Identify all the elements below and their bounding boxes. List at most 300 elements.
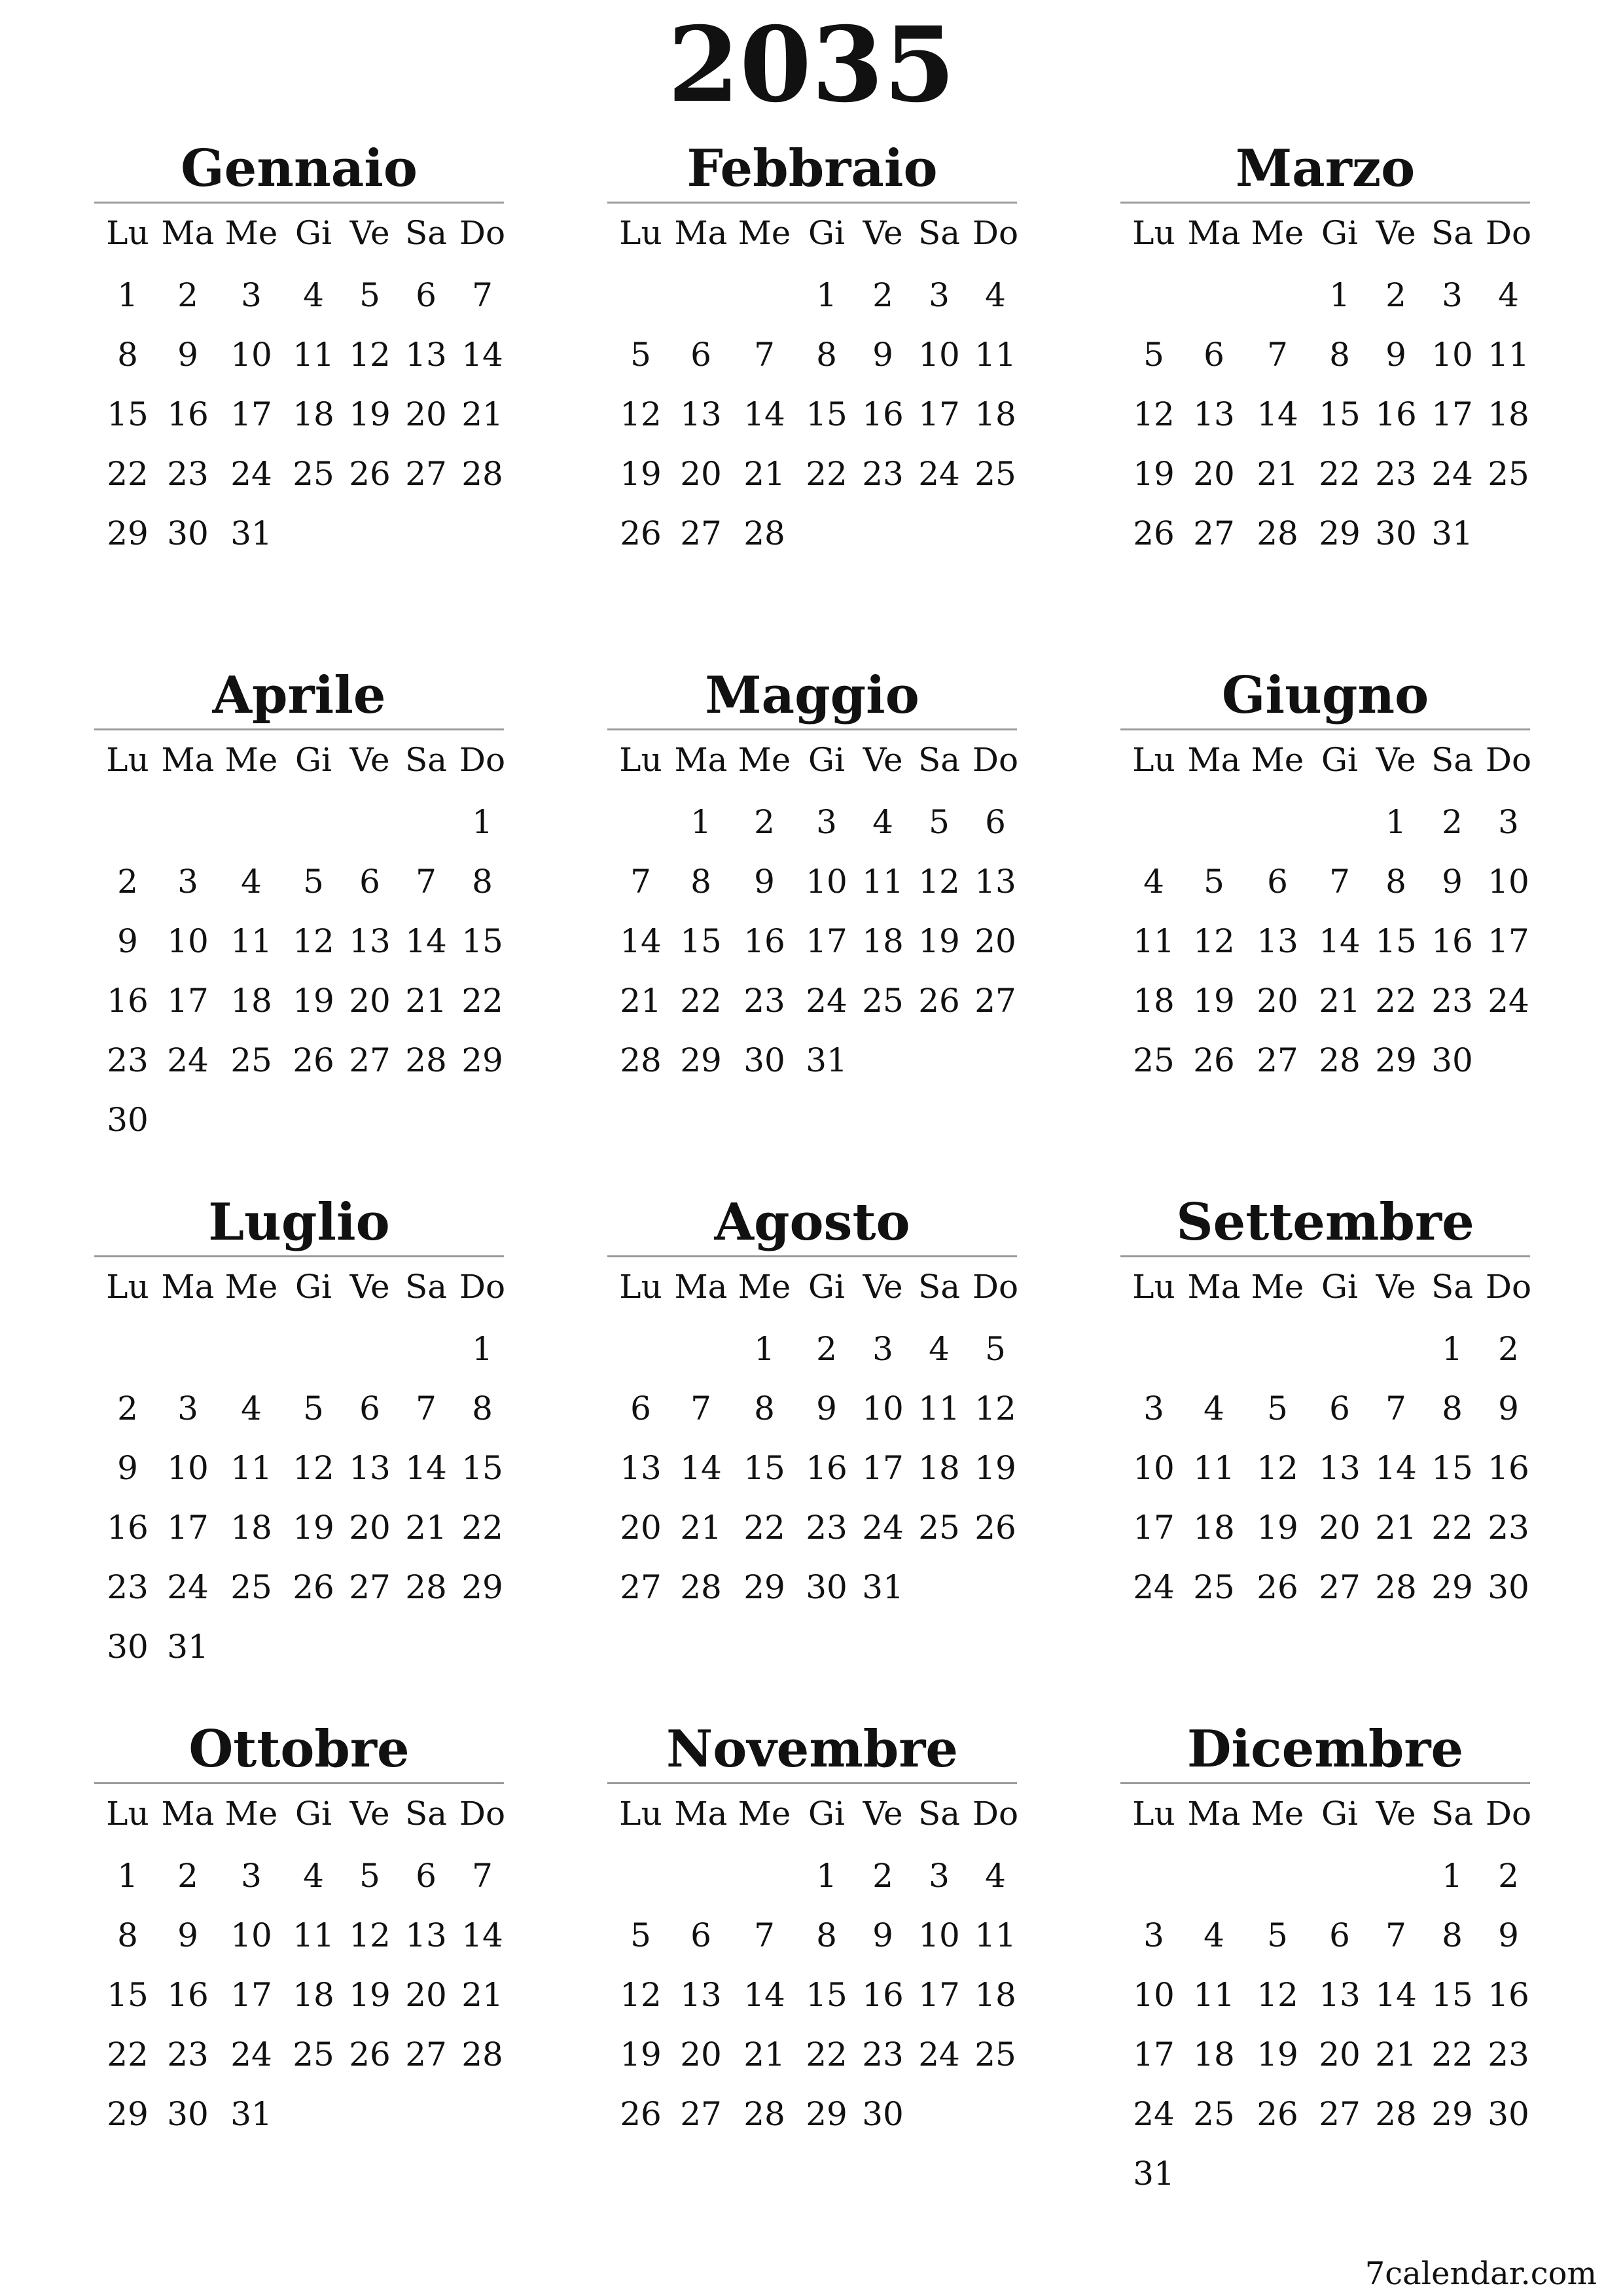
weekday-header: Sa bbox=[918, 1268, 961, 1306]
day-cell: 15 bbox=[743, 1449, 785, 1487]
day-cell: 10 bbox=[1133, 1976, 1175, 2014]
month-dicembre bbox=[1120, 1718, 1530, 2208]
day-cell: 25 bbox=[974, 455, 1016, 493]
weekday-header: Do bbox=[459, 214, 506, 252]
day-cell: 24 bbox=[806, 982, 847, 1020]
day-cell: 9 bbox=[117, 922, 138, 960]
day-cell: 2 bbox=[1385, 276, 1406, 314]
weekday-header: Me bbox=[1251, 1795, 1304, 1833]
day-cell: 12 bbox=[974, 1390, 1016, 1427]
weekday-header: Ve bbox=[863, 1795, 903, 1833]
day-cell: 31 bbox=[230, 514, 272, 552]
day-cell: 11 bbox=[1488, 336, 1529, 374]
day-cell: 20 bbox=[1257, 982, 1298, 1020]
day-cell: 17 bbox=[862, 1449, 904, 1487]
month-marzo bbox=[1120, 137, 1530, 567]
month-novembre bbox=[607, 1718, 1017, 2148]
day-cell: 22 bbox=[461, 1509, 503, 1547]
weekday-header: Ma bbox=[674, 741, 728, 779]
weekday-header: Do bbox=[1485, 1268, 1532, 1306]
day-cell: 18 bbox=[1488, 395, 1529, 433]
day-cell: 28 bbox=[1257, 514, 1298, 552]
day-cell: 1 bbox=[1329, 276, 1350, 314]
day-cell: 24 bbox=[230, 455, 272, 493]
day-cell: 14 bbox=[1319, 922, 1361, 960]
weekday-header: Sa bbox=[918, 214, 961, 252]
weekday-header: Lu bbox=[106, 1795, 149, 1833]
day-cell: 28 bbox=[461, 455, 503, 493]
month-maggio bbox=[607, 664, 1017, 1094]
day-cell: 8 bbox=[472, 1390, 493, 1427]
day-cell: 30 bbox=[107, 1101, 149, 1139]
weekday-header: Lu bbox=[619, 1795, 662, 1833]
day-cell: 13 bbox=[349, 1449, 391, 1487]
day-cell: 12 bbox=[1257, 1976, 1298, 2014]
day-cell: 23 bbox=[743, 982, 785, 1020]
day-cell: 5 bbox=[985, 1330, 1006, 1368]
day-cell: 27 bbox=[680, 514, 722, 552]
day-cell: 27 bbox=[405, 455, 447, 493]
weekday-header: Lu bbox=[106, 741, 149, 779]
day-cell: 10 bbox=[1431, 336, 1473, 374]
day-cell: 3 bbox=[241, 276, 262, 314]
day-cell: 20 bbox=[349, 1509, 391, 1547]
day-cell: 16 bbox=[743, 922, 785, 960]
day-cell: 17 bbox=[230, 1976, 272, 2014]
day-cell: 9 bbox=[177, 336, 198, 374]
day-cell: 2 bbox=[1498, 1330, 1519, 1368]
day-cell: 27 bbox=[620, 1568, 662, 1606]
day-cell: 1 bbox=[1442, 1330, 1463, 1368]
day-cell: 9 bbox=[1498, 1916, 1519, 1954]
weekday-header: Ma bbox=[161, 214, 215, 252]
day-cell: 24 bbox=[167, 1041, 209, 1079]
day-cell: 31 bbox=[806, 1041, 847, 1079]
weekday-header: Me bbox=[224, 741, 278, 779]
day-cell: 26 bbox=[349, 455, 391, 493]
days-grid bbox=[1120, 737, 1530, 1094]
day-cell: 17 bbox=[1488, 922, 1529, 960]
weekday-header: Gi bbox=[295, 1795, 332, 1833]
day-cell: 26 bbox=[1193, 1041, 1235, 1079]
day-cell: 30 bbox=[743, 1041, 785, 1079]
weekday-header: Ma bbox=[161, 1795, 215, 1833]
day-cell: 8 bbox=[816, 336, 837, 374]
day-cell: 8 bbox=[1442, 1390, 1463, 1427]
day-cell: 7 bbox=[472, 1857, 493, 1895]
weekday-header: Lu bbox=[1132, 1268, 1175, 1306]
day-cell: 29 bbox=[1375, 1041, 1417, 1079]
day-cell: 27 bbox=[680, 2095, 722, 2133]
day-cell: 2 bbox=[872, 276, 893, 314]
month-divider bbox=[94, 728, 504, 730]
day-cell: 23 bbox=[862, 2036, 904, 2073]
month-divider bbox=[94, 202, 504, 204]
day-cell: 13 bbox=[349, 922, 391, 960]
day-cell: 2 bbox=[117, 1390, 138, 1427]
weekday-header: Do bbox=[459, 1795, 506, 1833]
day-cell: 30 bbox=[1431, 1041, 1473, 1079]
day-cell: 26 bbox=[1257, 1568, 1298, 1606]
day-cell: 19 bbox=[349, 1976, 391, 2014]
day-cell: 18 bbox=[862, 922, 904, 960]
day-cell: 26 bbox=[293, 1041, 334, 1079]
day-cell: 16 bbox=[167, 395, 209, 433]
day-cell: 14 bbox=[1375, 1976, 1417, 2014]
day-cell: 15 bbox=[1375, 922, 1417, 960]
day-cell: 3 bbox=[929, 276, 950, 314]
day-cell: 24 bbox=[1431, 455, 1473, 493]
days-grid bbox=[1120, 210, 1530, 567]
day-cell: 9 bbox=[177, 1916, 198, 1954]
weekday-header: Do bbox=[972, 1795, 1019, 1833]
day-cell: 28 bbox=[1375, 2095, 1417, 2133]
month-febbraio bbox=[607, 137, 1017, 567]
day-cell: 28 bbox=[1319, 1041, 1361, 1079]
day-cell: 28 bbox=[680, 1568, 722, 1606]
day-cell: 1 bbox=[754, 1330, 775, 1368]
day-cell: 23 bbox=[806, 1509, 847, 1547]
weekday-header: Sa bbox=[404, 741, 448, 779]
day-cell: 6 bbox=[1267, 863, 1288, 901]
month-name: Agosto bbox=[714, 1193, 910, 1252]
day-cell: 16 bbox=[107, 982, 149, 1020]
day-cell: 9 bbox=[117, 1449, 138, 1487]
day-cell: 26 bbox=[1257, 2095, 1298, 2133]
day-cell: 7 bbox=[416, 863, 437, 901]
day-cell: 10 bbox=[918, 336, 960, 374]
day-cell: 6 bbox=[1204, 336, 1224, 374]
day-cell: 18 bbox=[918, 1449, 960, 1487]
day-cell: 19 bbox=[620, 2036, 662, 2073]
day-cell: 25 bbox=[293, 455, 334, 493]
weekday-header: Lu bbox=[619, 741, 662, 779]
day-cell: 6 bbox=[416, 276, 437, 314]
day-cell: 18 bbox=[1133, 982, 1175, 1020]
day-cell: 3 bbox=[241, 1857, 262, 1895]
day-cell: 9 bbox=[754, 863, 775, 901]
day-cell: 10 bbox=[806, 863, 847, 901]
day-cell: 21 bbox=[1257, 455, 1298, 493]
weekday-header: Sa bbox=[918, 1795, 961, 1833]
day-cell: 11 bbox=[230, 922, 272, 960]
days-grid bbox=[607, 1791, 1017, 2148]
month-name: Gennaio bbox=[181, 139, 418, 198]
weekday-header: Me bbox=[1251, 214, 1304, 252]
day-cell: 3 bbox=[1442, 276, 1463, 314]
weekday-header: Me bbox=[224, 1268, 278, 1306]
day-cell: 22 bbox=[1431, 2036, 1473, 2073]
day-cell: 16 bbox=[862, 395, 904, 433]
day-cell: 20 bbox=[1193, 455, 1235, 493]
day-cell: 20 bbox=[1319, 1509, 1361, 1547]
day-cell: 29 bbox=[680, 1041, 722, 1079]
day-cell: 5 bbox=[1204, 863, 1224, 901]
day-cell: 5 bbox=[630, 1916, 651, 1954]
day-cell: 1 bbox=[472, 803, 493, 841]
day-cell: 13 bbox=[1319, 1976, 1361, 2014]
day-cell: 3 bbox=[1143, 1390, 1164, 1427]
day-cell: 2 bbox=[1498, 1857, 1519, 1895]
day-cell: 23 bbox=[1375, 455, 1417, 493]
day-cell: 6 bbox=[630, 1390, 651, 1427]
day-cell: 22 bbox=[1431, 1509, 1473, 1547]
weekday-header: Lu bbox=[1132, 214, 1175, 252]
day-cell: 8 bbox=[1329, 336, 1350, 374]
day-cell: 14 bbox=[743, 1976, 785, 2014]
day-cell: 16 bbox=[107, 1509, 149, 1547]
day-cell: 15 bbox=[1319, 395, 1361, 433]
day-cell: 27 bbox=[349, 1568, 391, 1606]
day-cell: 21 bbox=[1375, 2036, 1417, 2073]
day-cell: 6 bbox=[1329, 1916, 1350, 1954]
weekday-header: Gi bbox=[1321, 214, 1358, 252]
day-cell: 16 bbox=[1431, 922, 1473, 960]
weekday-header: Lu bbox=[1132, 1795, 1175, 1833]
weekday-header: Me bbox=[738, 214, 791, 252]
weekday-header: Do bbox=[459, 741, 506, 779]
weekday-header: Me bbox=[738, 1268, 791, 1306]
day-cell: 18 bbox=[1193, 1509, 1235, 1547]
days-grid bbox=[94, 737, 504, 1154]
day-cell: 26 bbox=[349, 2036, 391, 2073]
day-cell: 8 bbox=[690, 863, 711, 901]
day-cell: 18 bbox=[293, 1976, 334, 2014]
day-cell: 15 bbox=[806, 395, 847, 433]
day-cell: 24 bbox=[1133, 2095, 1175, 2133]
day-cell: 19 bbox=[974, 1449, 1016, 1487]
year-title: 2035 bbox=[668, 5, 955, 126]
day-cell: 10 bbox=[230, 336, 272, 374]
day-cell: 25 bbox=[1193, 1568, 1235, 1606]
day-cell: 27 bbox=[1319, 2095, 1361, 2133]
day-cell: 6 bbox=[690, 1916, 711, 1954]
day-cell: 7 bbox=[1385, 1916, 1406, 1954]
day-cell: 30 bbox=[1375, 514, 1417, 552]
day-cell: 28 bbox=[620, 1041, 662, 1079]
day-cell: 5 bbox=[1267, 1916, 1288, 1954]
day-cell: 25 bbox=[1488, 455, 1529, 493]
weekday-header: Sa bbox=[404, 214, 448, 252]
day-cell: 13 bbox=[1257, 922, 1298, 960]
day-cell: 25 bbox=[230, 1041, 272, 1079]
month-name: Ottobre bbox=[188, 1719, 410, 1779]
day-cell: 6 bbox=[359, 1390, 380, 1427]
day-cell: 23 bbox=[1431, 982, 1473, 1020]
day-cell: 1 bbox=[117, 1857, 138, 1895]
day-cell: 21 bbox=[743, 2036, 785, 2073]
day-cell: 23 bbox=[167, 455, 209, 493]
day-cell: 23 bbox=[1488, 1509, 1529, 1547]
day-cell: 13 bbox=[1319, 1449, 1361, 1487]
day-cell: 31 bbox=[1431, 514, 1473, 552]
day-cell: 8 bbox=[1442, 1916, 1463, 1954]
day-cell: 4 bbox=[929, 1330, 950, 1368]
day-cell: 15 bbox=[461, 922, 503, 960]
day-cell: 21 bbox=[405, 982, 447, 1020]
day-cell: 17 bbox=[167, 1509, 209, 1547]
weekday-header: Ve bbox=[349, 1268, 390, 1306]
day-cell: 10 bbox=[167, 922, 209, 960]
day-cell: 24 bbox=[1488, 982, 1529, 1020]
day-cell: 11 bbox=[1193, 1976, 1235, 2014]
weekday-header: Do bbox=[459, 1268, 506, 1306]
month-divider bbox=[1120, 1255, 1530, 1257]
weekday-header: Ve bbox=[863, 1268, 903, 1306]
days-grid bbox=[607, 210, 1017, 567]
day-cell: 25 bbox=[293, 2036, 334, 2073]
day-cell: 30 bbox=[107, 1628, 149, 1666]
day-cell: 25 bbox=[230, 1568, 272, 1606]
day-cell: 11 bbox=[230, 1449, 272, 1487]
month-divider bbox=[1120, 1782, 1530, 1784]
day-cell: 13 bbox=[1193, 395, 1235, 433]
weekday-header: Sa bbox=[1431, 214, 1474, 252]
day-cell: 25 bbox=[1193, 2095, 1235, 2133]
day-cell: 4 bbox=[1498, 276, 1519, 314]
day-cell: 12 bbox=[349, 1916, 391, 1954]
day-cell: 1 bbox=[816, 1857, 837, 1895]
day-cell: 29 bbox=[1319, 514, 1361, 552]
weekday-header: Ma bbox=[1187, 741, 1241, 779]
day-cell: 12 bbox=[349, 336, 391, 374]
day-cell: 10 bbox=[1133, 1449, 1175, 1487]
day-cell: 15 bbox=[806, 1976, 847, 2014]
weekday-header: Do bbox=[972, 214, 1019, 252]
day-cell: 21 bbox=[743, 455, 785, 493]
month-divider bbox=[607, 1255, 1017, 1257]
day-cell: 31 bbox=[1133, 2155, 1175, 2193]
month-divider bbox=[607, 202, 1017, 204]
day-cell: 29 bbox=[461, 1041, 503, 1079]
day-cell: 31 bbox=[167, 1628, 209, 1666]
day-cell: 27 bbox=[405, 2036, 447, 2073]
day-cell: 28 bbox=[1375, 1568, 1417, 1606]
day-cell: 26 bbox=[620, 2095, 662, 2133]
day-cell: 12 bbox=[1257, 1449, 1298, 1487]
day-cell: 3 bbox=[177, 863, 198, 901]
day-cell: 24 bbox=[167, 1568, 209, 1606]
weekday-header: Gi bbox=[1321, 741, 1358, 779]
day-cell: 14 bbox=[743, 395, 785, 433]
day-cell: 7 bbox=[1329, 863, 1350, 901]
day-cell: 18 bbox=[974, 395, 1016, 433]
weekday-header: Ma bbox=[674, 1795, 728, 1833]
day-cell: 10 bbox=[862, 1390, 904, 1427]
day-cell: 1 bbox=[690, 803, 711, 841]
day-cell: 27 bbox=[974, 982, 1016, 1020]
day-cell: 2 bbox=[872, 1857, 893, 1895]
day-cell: 15 bbox=[461, 1449, 503, 1487]
day-cell: 20 bbox=[405, 1976, 447, 2014]
weekday-header: Gi bbox=[1321, 1795, 1358, 1833]
day-cell: 5 bbox=[630, 336, 651, 374]
day-cell: 14 bbox=[1257, 395, 1298, 433]
weekday-header: Gi bbox=[1321, 1268, 1358, 1306]
day-cell: 8 bbox=[754, 1390, 775, 1427]
day-cell: 20 bbox=[680, 455, 722, 493]
day-cell: 26 bbox=[1133, 514, 1175, 552]
day-cell: 21 bbox=[461, 395, 503, 433]
day-cell: 14 bbox=[405, 1449, 447, 1487]
day-cell: 2 bbox=[177, 1857, 198, 1895]
day-cell: 22 bbox=[461, 982, 503, 1020]
month-divider bbox=[1120, 728, 1530, 730]
month-name: Marzo bbox=[1235, 139, 1416, 198]
day-cell: 19 bbox=[349, 395, 391, 433]
month-agosto bbox=[607, 1191, 1017, 1621]
day-cell: 19 bbox=[293, 982, 334, 1020]
day-cell: 5 bbox=[1267, 1390, 1288, 1427]
weekday-header: Sa bbox=[404, 1268, 448, 1306]
weekday-header: Ve bbox=[349, 214, 390, 252]
day-cell: 9 bbox=[1385, 336, 1406, 374]
day-cell: 11 bbox=[1133, 922, 1175, 960]
day-cell: 10 bbox=[918, 1916, 960, 1954]
day-cell: 22 bbox=[1319, 455, 1361, 493]
weekday-header: Gi bbox=[808, 214, 845, 252]
day-cell: 21 bbox=[1375, 1509, 1417, 1547]
weekday-header: Gi bbox=[295, 214, 332, 252]
day-cell: 9 bbox=[1442, 863, 1463, 901]
weekday-header: Ve bbox=[349, 1795, 390, 1833]
day-cell: 14 bbox=[461, 336, 503, 374]
day-cell: 19 bbox=[293, 1509, 334, 1547]
day-cell: 29 bbox=[806, 2095, 847, 2133]
day-cell: 16 bbox=[862, 1976, 904, 2014]
weekday-header: Me bbox=[224, 1795, 278, 1833]
weekday-header: Me bbox=[1251, 1268, 1304, 1306]
month-divider bbox=[94, 1255, 504, 1257]
day-cell: 1 bbox=[1385, 803, 1406, 841]
day-cell: 17 bbox=[806, 922, 847, 960]
day-cell: 28 bbox=[743, 514, 785, 552]
day-cell: 29 bbox=[1431, 1568, 1473, 1606]
day-cell: 30 bbox=[1488, 1568, 1529, 1606]
day-cell: 19 bbox=[1133, 455, 1175, 493]
weekday-header: Ve bbox=[349, 741, 390, 779]
weekday-header: Lu bbox=[619, 214, 662, 252]
month-divider bbox=[607, 1782, 1017, 1784]
day-cell: 17 bbox=[918, 395, 960, 433]
day-cell: 17 bbox=[1133, 1509, 1175, 1547]
weekday-header: Do bbox=[1485, 741, 1532, 779]
weekday-header: Ve bbox=[1376, 1795, 1416, 1833]
weekday-header: Ve bbox=[863, 741, 903, 779]
day-cell: 2 bbox=[177, 276, 198, 314]
day-cell: 25 bbox=[918, 1509, 960, 1547]
day-cell: 11 bbox=[1193, 1449, 1235, 1487]
day-cell: 1 bbox=[117, 276, 138, 314]
day-cell: 14 bbox=[405, 922, 447, 960]
weekday-header: Do bbox=[972, 1268, 1019, 1306]
day-cell: 4 bbox=[303, 276, 324, 314]
day-cell: 29 bbox=[107, 514, 149, 552]
day-cell: 22 bbox=[806, 2036, 847, 2073]
day-cell: 8 bbox=[1385, 863, 1406, 901]
month-settembre bbox=[1120, 1191, 1530, 1621]
month-aprile bbox=[94, 664, 504, 1154]
day-cell: 31 bbox=[230, 2095, 272, 2133]
weekday-header: Ma bbox=[1187, 214, 1241, 252]
day-cell: 30 bbox=[806, 1568, 847, 1606]
day-cell: 22 bbox=[1375, 982, 1417, 1020]
day-cell: 10 bbox=[230, 1916, 272, 1954]
day-cell: 25 bbox=[862, 982, 904, 1020]
weekday-header: Ve bbox=[1376, 741, 1416, 779]
day-cell: 7 bbox=[1385, 1390, 1406, 1427]
day-cell: 13 bbox=[405, 1916, 447, 1954]
